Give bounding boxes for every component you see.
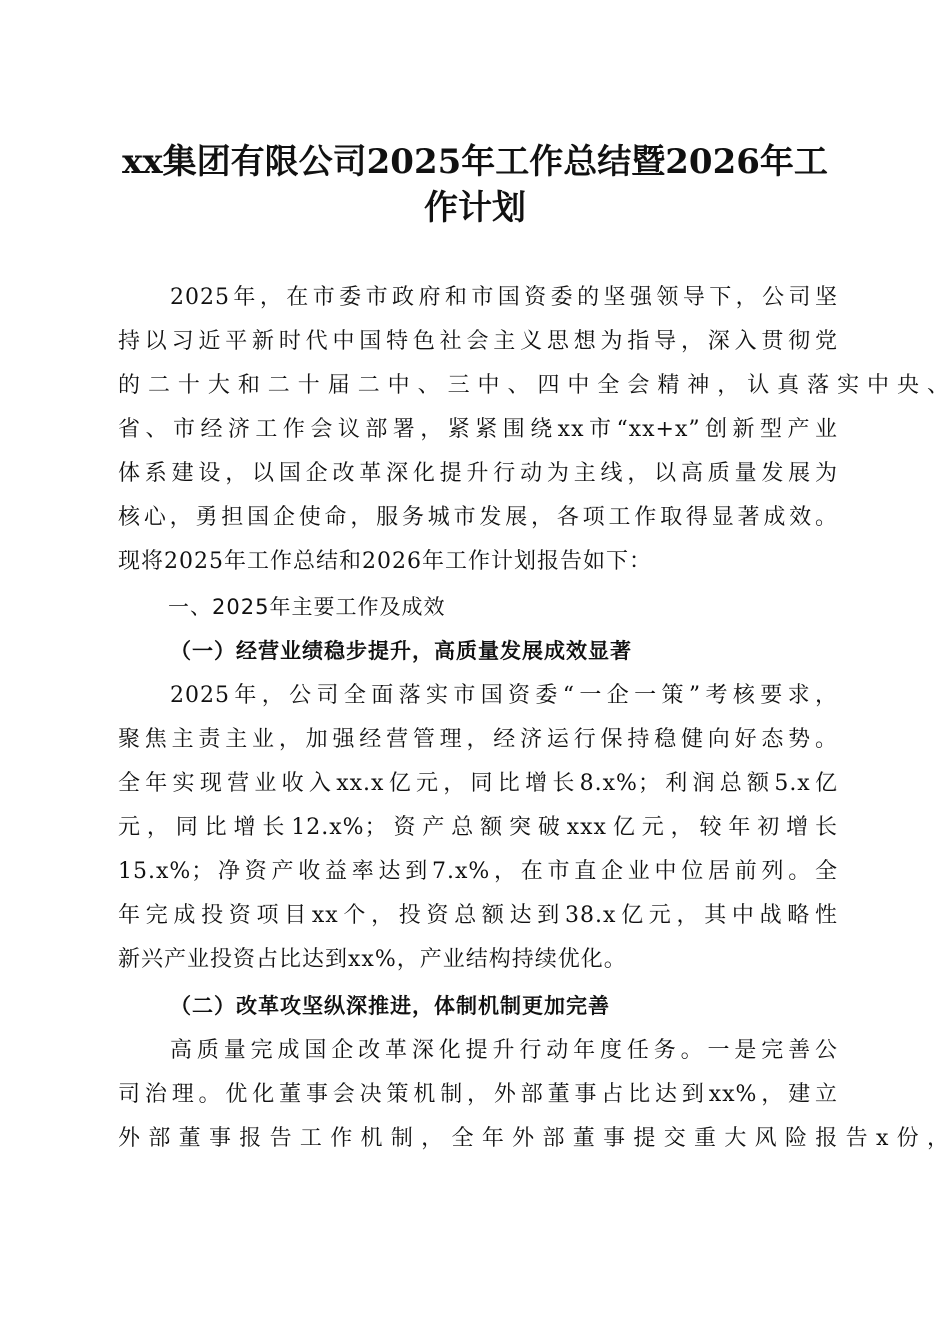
body-line: 聚焦主责主业，加强经营管理，经济运行保持稳健向好态势。: [118, 727, 838, 752]
document-title-line-2: 作计划: [424, 188, 526, 228]
intro-line: 省、市经济工作会议部署，紧紧围绕xx市“xx+x”创新型产业: [118, 417, 838, 442]
body-line: 高质量完成国企改革深化提升行动年度任务。一是完善公: [170, 1038, 838, 1063]
intro-line: 持以习近平新时代中国特色社会主义思想为指导，深入贯彻党: [118, 329, 838, 354]
body-line: 元，同比增长12.x%；资产总额突破xxx亿元，较年初增长: [118, 815, 838, 840]
body-line: 15.x%；净资产收益率达到7.x%，在市直企业中位居前列。全: [118, 859, 838, 884]
body-line: 年完成投资项目xx个，投资总额达到38.x亿元，其中战略性: [118, 903, 838, 928]
body-line: 2025年，公司全面落实市国资委“一企一策”考核要求，: [170, 683, 838, 708]
body-line: 全年实现营业收入xx.x亿元，同比增长8.x%；利润总额5.x亿: [118, 771, 838, 796]
intro-line: 的二十大和二十届二中、三中、四中全会精神，认真落实中央、: [118, 373, 950, 398]
body-line: 新兴产业投资占比达到xx%，产业结构持续优化。: [118, 947, 627, 972]
body-line: 司治理。优化董事会决策机制，外部董事占比达到xx%，建立: [118, 1082, 838, 1107]
intro-line: 体系建设，以国企改革深化提升行动为主线，以高质量发展为: [118, 461, 838, 486]
section-heading: 一、2025年主要工作及成效: [168, 595, 446, 619]
intro-line: 核心，勇担国企使命，服务城市发展，各项工作取得显著成效。: [118, 505, 838, 530]
subsection-heading: （二）改革攻坚纵深推进，体制机制更加完善: [170, 993, 610, 1018]
intro-line: 2025年，在市委市政府和市国资委的坚强领导下，公司坚: [170, 285, 838, 310]
body-line: 外部董事报告工作机制，全年外部董事提交重大风险报告x份，: [118, 1126, 950, 1151]
document-title-line-1: xx集团有限公司2025年工作总结暨2026年工: [122, 142, 828, 182]
intro-line: 现将2025年工作总结和2026年工作计划报告如下：: [118, 549, 652, 574]
subsection-heading: （一）经营业绩稳步提升，高质量发展成效显著: [170, 638, 632, 663]
